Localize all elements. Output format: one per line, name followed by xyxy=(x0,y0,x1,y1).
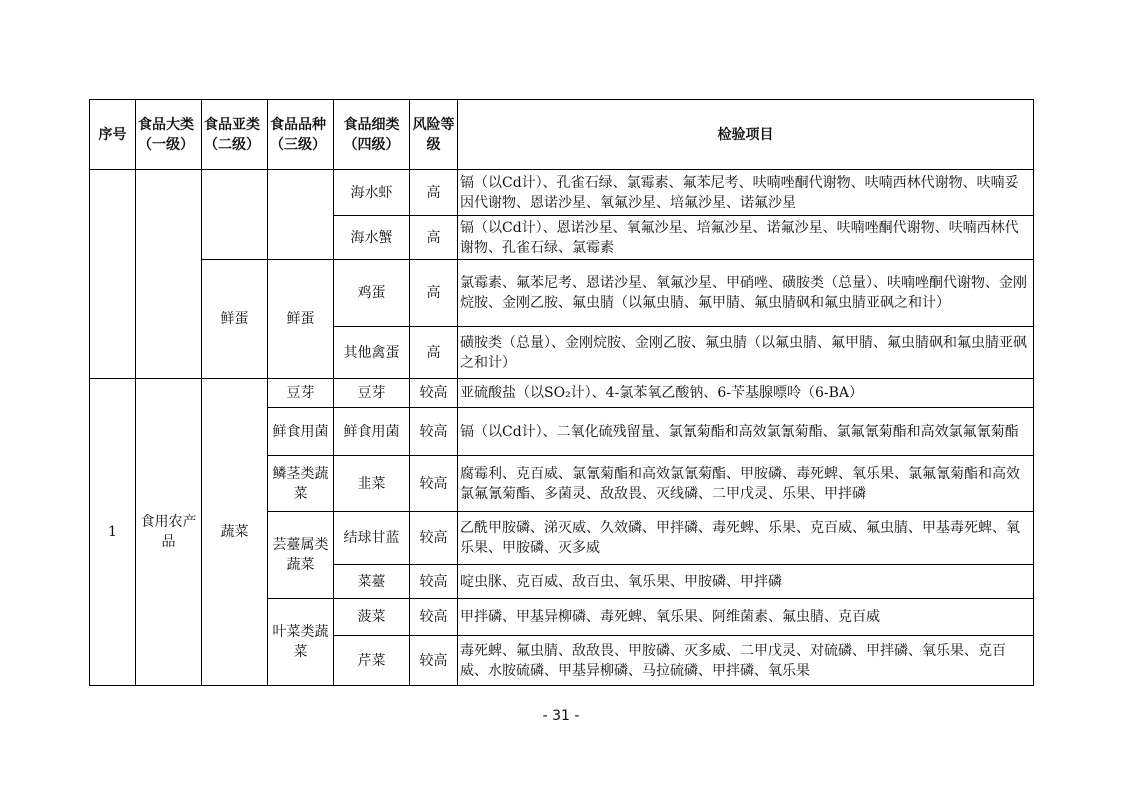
risk-cell: 较高 xyxy=(410,599,458,636)
header-risk: 风险等级 xyxy=(410,100,458,170)
cat2-cell xyxy=(202,170,268,260)
items-cell: 腐霉利、克百威、氯氰菊酯和高效氯氰菊酯、甲胺磷、毒死蜱、氧乐果、氯氟氰菊酯和高效氯氟氰菊酯、多菌灵、敌敌畏、灭线磷、二甲戊灵、乐果、甲拌磷 xyxy=(458,456,1034,512)
cat4-cell: 芹菜 xyxy=(334,636,410,686)
risk-cell: 高 xyxy=(410,216,458,260)
header-cat4: 食品细类（四级） xyxy=(334,100,410,170)
risk-cell: 较高 xyxy=(410,512,458,565)
items-cell: 镉（以Cd计）、孔雀石绿、氯霉素、氟苯尼考、呋喃唑酮代谢物、呋喃西林代谢物、呋喃妥因代谢物、恩诺沙星、氧氟沙星、培氟沙星、诺氟沙星 xyxy=(458,170,1034,216)
cat4-cell: 结球甘蓝 xyxy=(334,512,410,565)
risk-cell: 较高 xyxy=(410,565,458,599)
cat4-cell: 其他禽蛋 xyxy=(334,327,410,379)
cat3-cell: 鲜蛋 xyxy=(268,260,334,379)
items-cell: 啶虫脒、克百威、敌百虫、氧乐果、甲胺磷、甲拌磷 xyxy=(458,565,1034,599)
cat3-cell: 鲜食用菌 xyxy=(268,408,334,456)
items-cell: 毒死蜱、氟虫腈、敌敌畏、甲胺磷、灭多威、二甲戊灵、对硫磷、甲拌磷、氧乐果、克百威、水胺硫磷、甲基异柳磷、马拉硫磷、甲拌磷、氧乐果 xyxy=(458,636,1034,686)
cat3-cell xyxy=(268,170,334,260)
items-cell: 磺胺类（总量）、金刚烷胺、金刚乙胺、氟虫腈（以氟虫腈、氟甲腈、氟虫腈砜和氟虫腈亚砜之和计） xyxy=(458,327,1034,379)
cat2-cell: 蔬菜 xyxy=(202,379,268,686)
items-cell: 甲拌磷、甲基异柳磷、毒死蜱、氧乐果、阿维菌素、氟虫腈、克百威 xyxy=(458,599,1034,636)
items-cell: 乙酰甲胺磷、涕灭威、久效磷、甲拌磷、毒死蜱、乐果、克百威、氟虫腈、甲基毒死蜱、氧乐果、甲胺磷、灭多威 xyxy=(458,512,1034,565)
header-cat1 xyxy=(136,100,202,170)
cat1-cell: 食用农产品 xyxy=(136,379,202,686)
cat2-cell: 鲜蛋 xyxy=(202,260,268,379)
header-cat2-text: 食品亚类（二级） xyxy=(204,116,260,153)
cat4-cell: 鸡蛋 xyxy=(334,260,410,327)
header-row xyxy=(90,100,1034,170)
cat4-cell: 菜薹 xyxy=(334,565,410,599)
items-cell: 镉（以Cd计）、恩诺沙星、氧氟沙星、培氟沙星、诺氟沙星、呋喃唑酮代谢物、呋喃西林代谢物、孔雀石绿、氯霉素 xyxy=(458,216,1034,260)
header-cat3-text: 食品品种（三级） xyxy=(270,116,326,153)
no-cell: 1 xyxy=(90,379,136,686)
table-row xyxy=(90,260,1034,327)
header-items: 检验项目 xyxy=(458,100,1034,170)
cat3-cell: 豆芽 xyxy=(268,379,334,408)
header-cat3 xyxy=(268,100,334,170)
items-cell: 镉（以Cd计）、二氧化硫残留量、氯氰菊酯和高效氯氰菊酯、氯氟氰菊酯和高效氯氟氰菊酯 xyxy=(458,408,1034,456)
risk-cell: 较高 xyxy=(410,636,458,686)
no-cell xyxy=(90,170,136,379)
header-cat1-text: 食品大类（一级） xyxy=(138,116,194,153)
risk-cell: 高 xyxy=(410,170,458,216)
table-row xyxy=(90,170,1034,216)
header-cat2 xyxy=(202,100,268,170)
risk-cell: 较高 xyxy=(410,379,458,408)
cat4-cell: 海水虾 xyxy=(334,170,410,216)
cat3-cell: 芸薹属类蔬菜 xyxy=(268,512,334,599)
page-number: - 31 - xyxy=(542,708,580,724)
risk-cell: 高 xyxy=(410,260,458,327)
risk-cell: 较高 xyxy=(410,456,458,512)
cat1-cell xyxy=(136,170,202,379)
inspection-table xyxy=(89,99,1034,686)
items-cell: 亚硫酸盐（以SO₂计）、4-氯苯氧乙酸钠、6-苄基腺嘌呤（6-BA） xyxy=(458,379,1034,408)
cat3-cell: 鳞茎类蔬菜 xyxy=(268,456,334,512)
cat4-cell: 海水蟹 xyxy=(334,216,410,260)
header-no: 序号 xyxy=(90,100,136,170)
cat3-cell: 叶菜类蔬菜 xyxy=(268,599,334,686)
cat4-cell: 韭菜 xyxy=(334,456,410,512)
cat4-cell: 鲜食用菌 xyxy=(334,408,410,456)
cat4-cell: 菠菜 xyxy=(334,599,410,636)
cat4-cell: 豆芽 xyxy=(334,379,410,408)
risk-cell: 高 xyxy=(410,327,458,379)
table-row xyxy=(90,379,1034,408)
risk-cell: 较高 xyxy=(410,408,458,456)
items-cell: 氯霉素、氟苯尼考、恩诺沙星、氧氟沙星、甲硝唑、磺胺类（总量）、呋喃唑酮代谢物、金刚烷胺、金刚乙胺、氟虫腈（以氟虫腈、氟甲腈、氟虫腈砜和氟虫腈亚砜之和计） xyxy=(458,260,1034,327)
